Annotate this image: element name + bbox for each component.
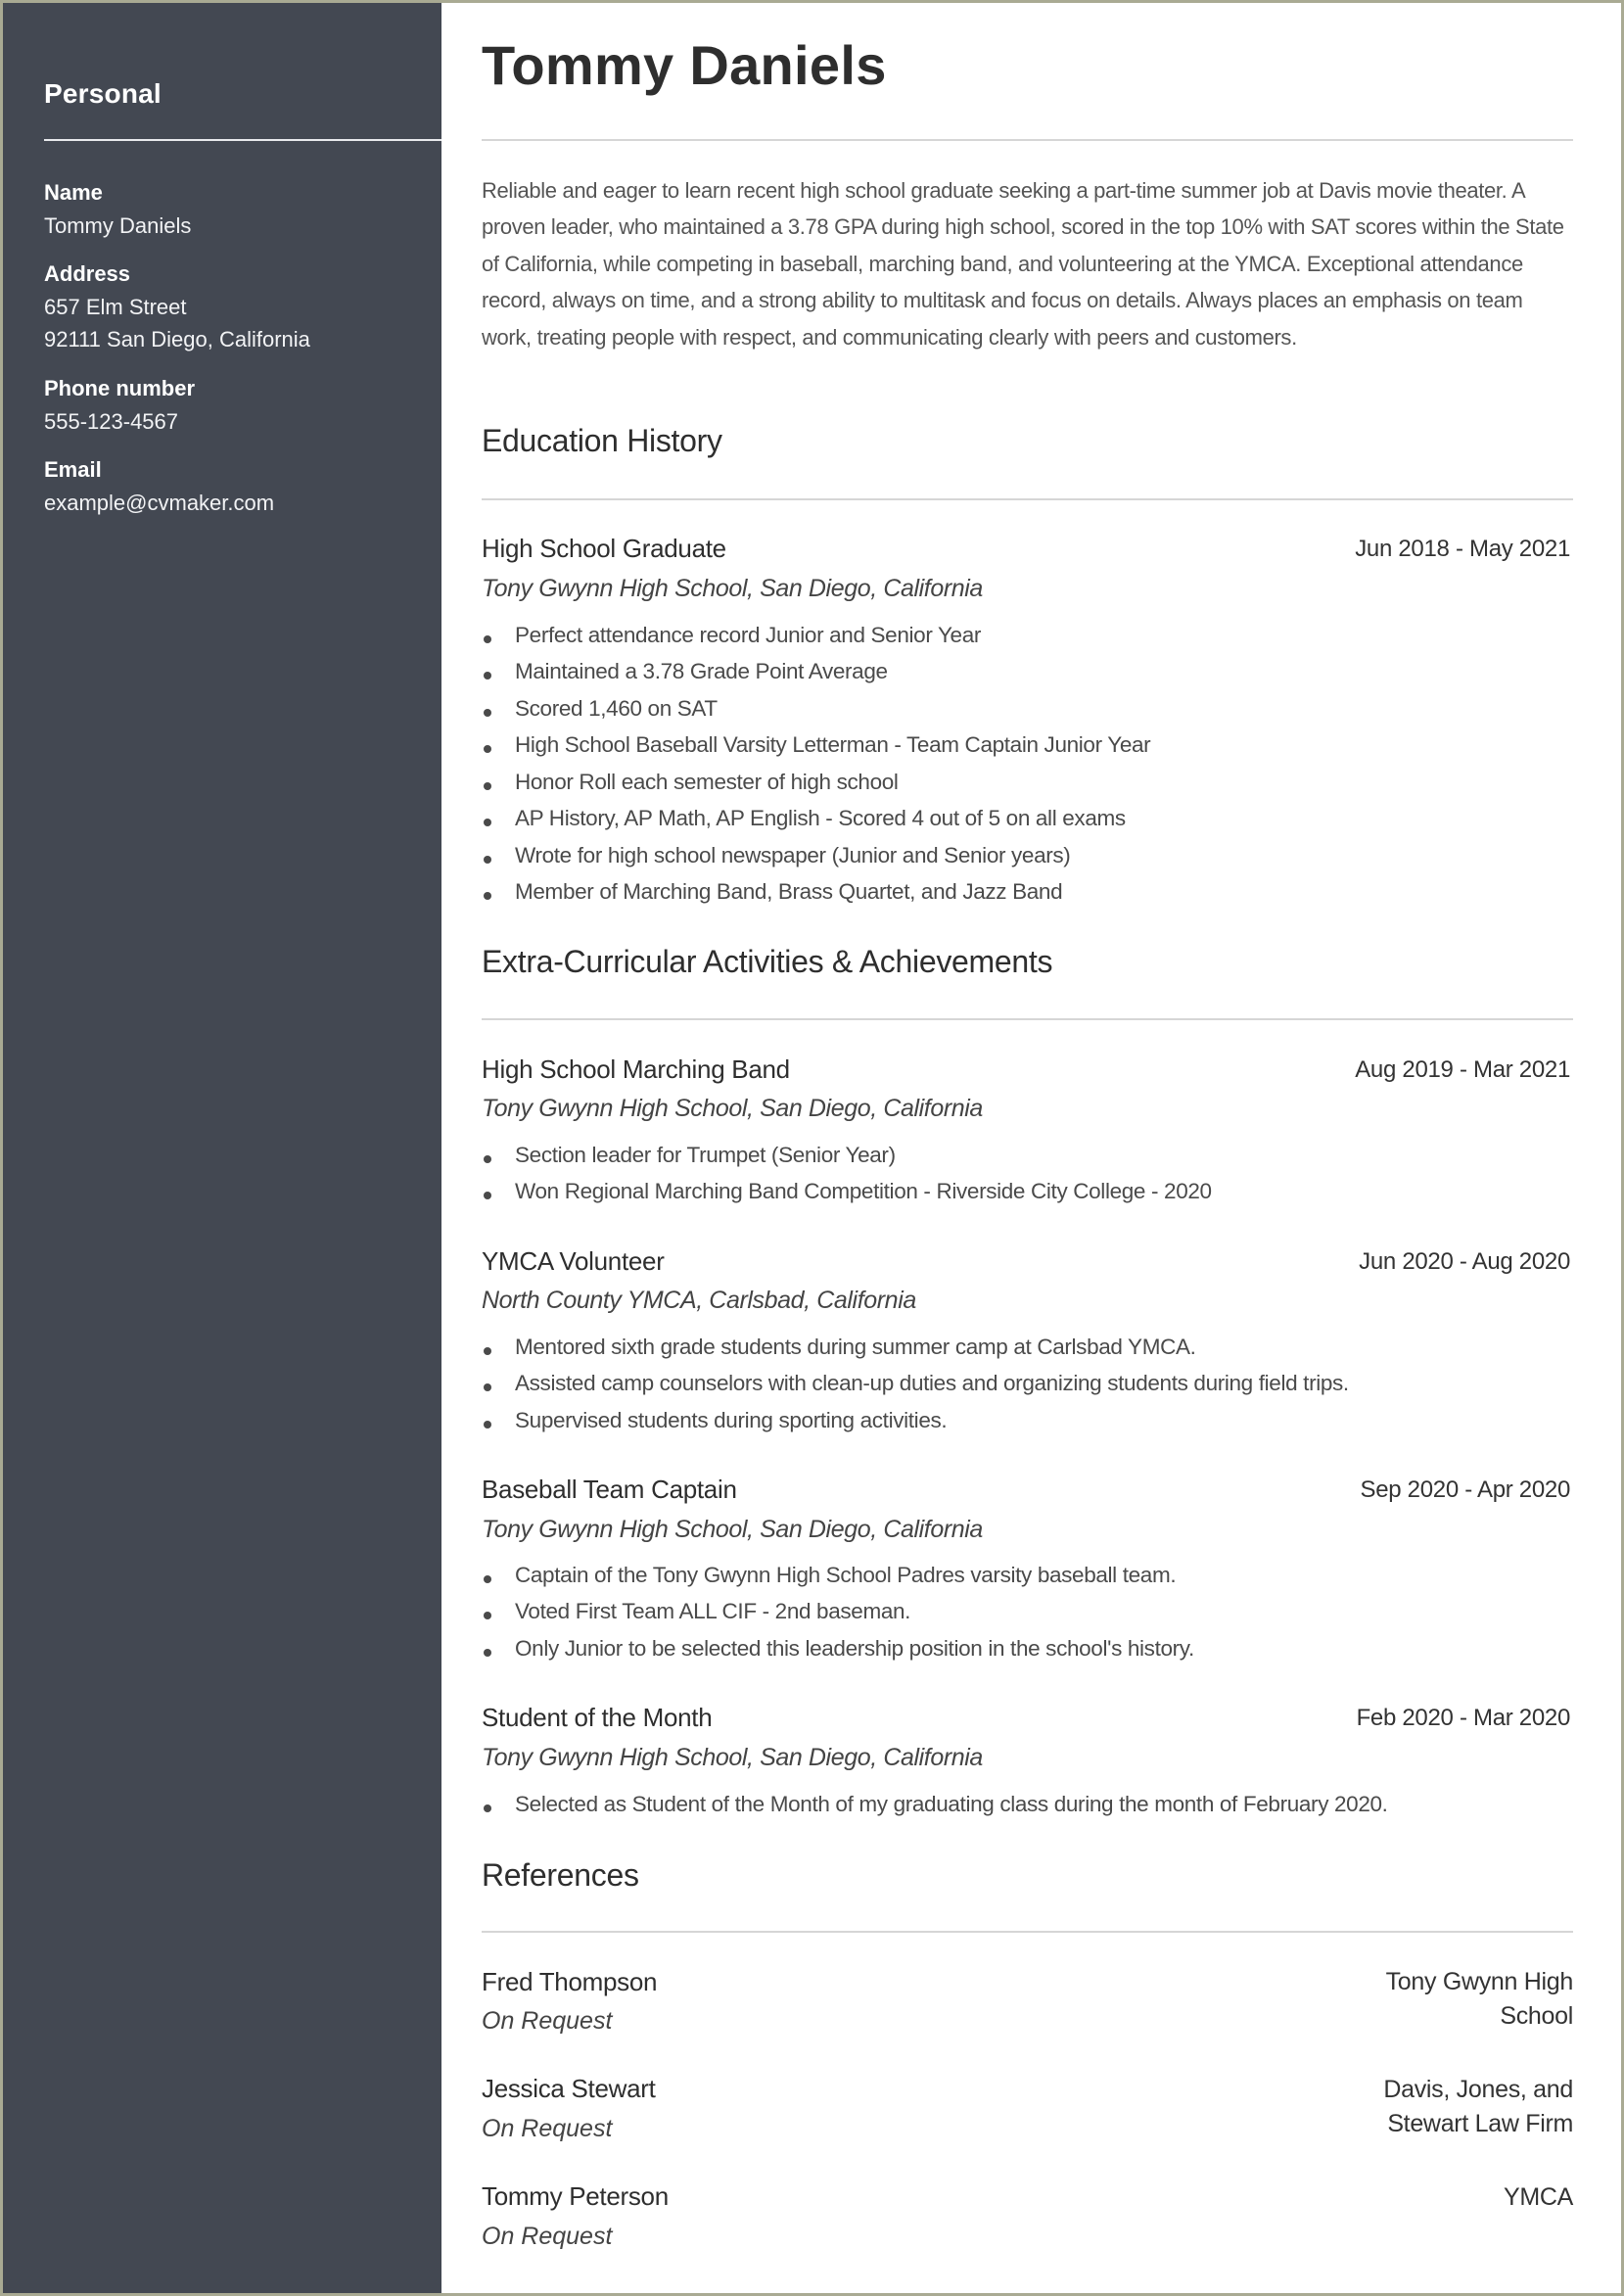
bullet-icon <box>484 1155 491 1163</box>
item-subtitle: Tony Gwynn High School, San Diego, California <box>482 1744 983 1771</box>
bullet-icon <box>484 709 491 717</box>
activities-divider <box>482 1018 1573 1020</box>
bullet-icon <box>484 892 491 900</box>
sidebar-divider <box>44 139 441 141</box>
bullet-icon <box>484 1649 491 1657</box>
item-title: Student of the Month <box>482 1703 713 1732</box>
sidebar-personal <box>0 0 441 2296</box>
item-subtitle: North County YMCA, Carlsbad, California <box>482 1287 916 1314</box>
list-item <box>482 1636 1573 1667</box>
field-label-name: Name <box>44 180 103 205</box>
education-divider <box>482 498 1573 500</box>
list-item <box>482 732 1573 764</box>
field-label-email: Email <box>44 457 102 482</box>
bullet-text: Only Junior to be selected this leadership position in the school's history. <box>515 1636 1194 1661</box>
field-label-address: Address <box>44 261 131 286</box>
reference-organization: YMCA <box>1503 2183 1573 2211</box>
item-title: High School Graduate <box>482 534 726 563</box>
sidebar-title: Personal <box>44 78 162 109</box>
item-dates: Aug 2019 - Mar 2021 <box>1355 1056 1570 1083</box>
item-title: YMCA Volunteer <box>482 1246 665 1276</box>
field-value-name: Tommy Daniels <box>44 213 192 238</box>
reference-availability: On Request <box>482 2007 613 2035</box>
bullet-text: Scored 1,460 on SAT <box>515 696 718 721</box>
list-item <box>482 1792 1573 1823</box>
list-item <box>482 1563 1573 1594</box>
bullet-text: Supervised students during sporting activities. <box>515 1408 948 1432</box>
references-divider <box>482 1931 1573 1933</box>
item-title: High School Marching Band <box>482 1054 790 1084</box>
reference-organization: Tony Gwynn High School <box>1385 1968 1573 2030</box>
bullet-icon <box>484 1383 491 1391</box>
field-value-address-line2: 92111 San Diego, California <box>44 327 310 351</box>
field-value-phone: 555-123-4567 <box>44 409 179 434</box>
bullet-icon <box>484 856 491 864</box>
bullet-text: High School Baseball Varsity Letterman - Team Captain Junior Year <box>515 732 1151 757</box>
list-item <box>482 659 1573 690</box>
list-item <box>482 1179 1573 1210</box>
list-item <box>482 770 1573 801</box>
list-item <box>482 1335 1573 1366</box>
reference-organization: Davis, Jones, and Stewart Law Firm <box>1383 2076 1573 2137</box>
bullet-text: Selected as Student of the Month of my graduating class during the month of February 2020. <box>515 1792 1388 1816</box>
list-item <box>482 1143 1573 1174</box>
item-title: Baseball Team Captain <box>482 1475 737 1504</box>
bullet-text: Maintained a 3.78 Grade Point Average <box>515 659 888 683</box>
bullet-icon <box>484 1421 491 1429</box>
reference-name: Jessica Stewart <box>482 2074 656 2103</box>
field-label-phone: Phone number <box>44 376 196 400</box>
section-title-education: Education History <box>482 423 722 458</box>
item-subtitle: Tony Gwynn High School, San Diego, California <box>482 1095 983 1122</box>
header-divider <box>482 139 1573 141</box>
bullet-icon <box>484 782 491 790</box>
list-item <box>482 1408 1573 1439</box>
candidate-name: Tommy Daniels <box>482 34 887 96</box>
reference-availability: On Request <box>482 2223 613 2250</box>
bullet-text: Captain of the Tony Gwynn High School Padres varsity baseball team. <box>515 1563 1177 1587</box>
reference-availability: On Request <box>482 2115 613 2142</box>
bullet-icon <box>484 745 491 753</box>
bullet-text: Won Regional Marching Band Competition - Riverside City College - 2020 <box>515 1179 1212 1203</box>
bullet-icon <box>484 1804 491 1812</box>
reference-name: Fred Thompson <box>482 1967 658 1996</box>
bullet-icon <box>484 672 491 679</box>
bullet-text: Wrote for high school newspaper (Junior and Senior years) <box>515 843 1071 867</box>
item-dates: Jun 2018 - May 2021 <box>1355 536 1570 562</box>
bullet-text: AP History, AP Math, AP English - Scored 4 out of 5 on all exams <box>515 806 1126 830</box>
bullet-text: Member of Marching Band, Brass Quartet, and Jazz Band <box>515 879 1063 904</box>
bullet-text: Honor Roll each semester of high school <box>515 770 899 794</box>
bullet-icon <box>484 635 491 643</box>
section-title-activities: Extra-Curricular Activities & Achievements <box>482 944 1053 979</box>
list-item <box>482 696 1573 727</box>
item-dates: Sep 2020 - Apr 2020 <box>1360 1476 1570 1503</box>
list-item <box>482 843 1573 874</box>
bullet-text: Mentored sixth grade students during summer camp at Carlsbad YMCA. <box>515 1335 1196 1359</box>
field-value-address-line1: 657 Elm Street <box>44 295 187 319</box>
bullet-text: Section leader for Trumpet (Senior Year) <box>515 1143 896 1167</box>
reference-name: Tommy Peterson <box>482 2181 669 2211</box>
list-item <box>482 1599 1573 1630</box>
item-subtitle: Tony Gwynn High School, San Diego, California <box>482 575 983 602</box>
item-subtitle: Tony Gwynn High School, San Diego, California <box>482 1516 983 1543</box>
bullet-icon <box>484 1612 491 1619</box>
bullet-icon <box>484 819 491 826</box>
bullet-icon <box>484 1347 491 1355</box>
list-item <box>482 806 1573 837</box>
list-item <box>482 623 1573 654</box>
profile-summary: Reliable and eager to learn recent high school graduate seeking a part-time summer job at Davis movie theater. A proven leader, who maintained a 3.78 GPA during high school, scored in the top 10% with SAT scores within the State of California, while competing in baseball, marching band, and volunteering at the YMCA. Exceptional attendance record, always on time, and a strong ability to multitask and focus on details. Always places an emphasis on team work, treating people with respect, and communicating clearly with peers and customers. <box>482 178 1564 350</box>
field-value-email: example@cvmaker.com <box>44 491 275 515</box>
bullet-text: Perfect attendance record Junior and Senior Year <box>515 623 982 647</box>
item-dates: Feb 2020 - Mar 2020 <box>1356 1705 1570 1731</box>
item-dates: Jun 2020 - Aug 2020 <box>1359 1248 1570 1275</box>
bullet-text: Assisted camp counselors with clean-up duties and organizing students during field trips. <box>515 1371 1349 1395</box>
bullet-icon <box>484 1575 491 1583</box>
bullet-text: Voted First Team ALL CIF - 2nd baseman. <box>515 1599 911 1623</box>
bullet-icon <box>484 1192 491 1199</box>
section-title-references: References <box>482 1857 639 1893</box>
list-item <box>482 1371 1573 1402</box>
list-item <box>482 879 1573 911</box>
